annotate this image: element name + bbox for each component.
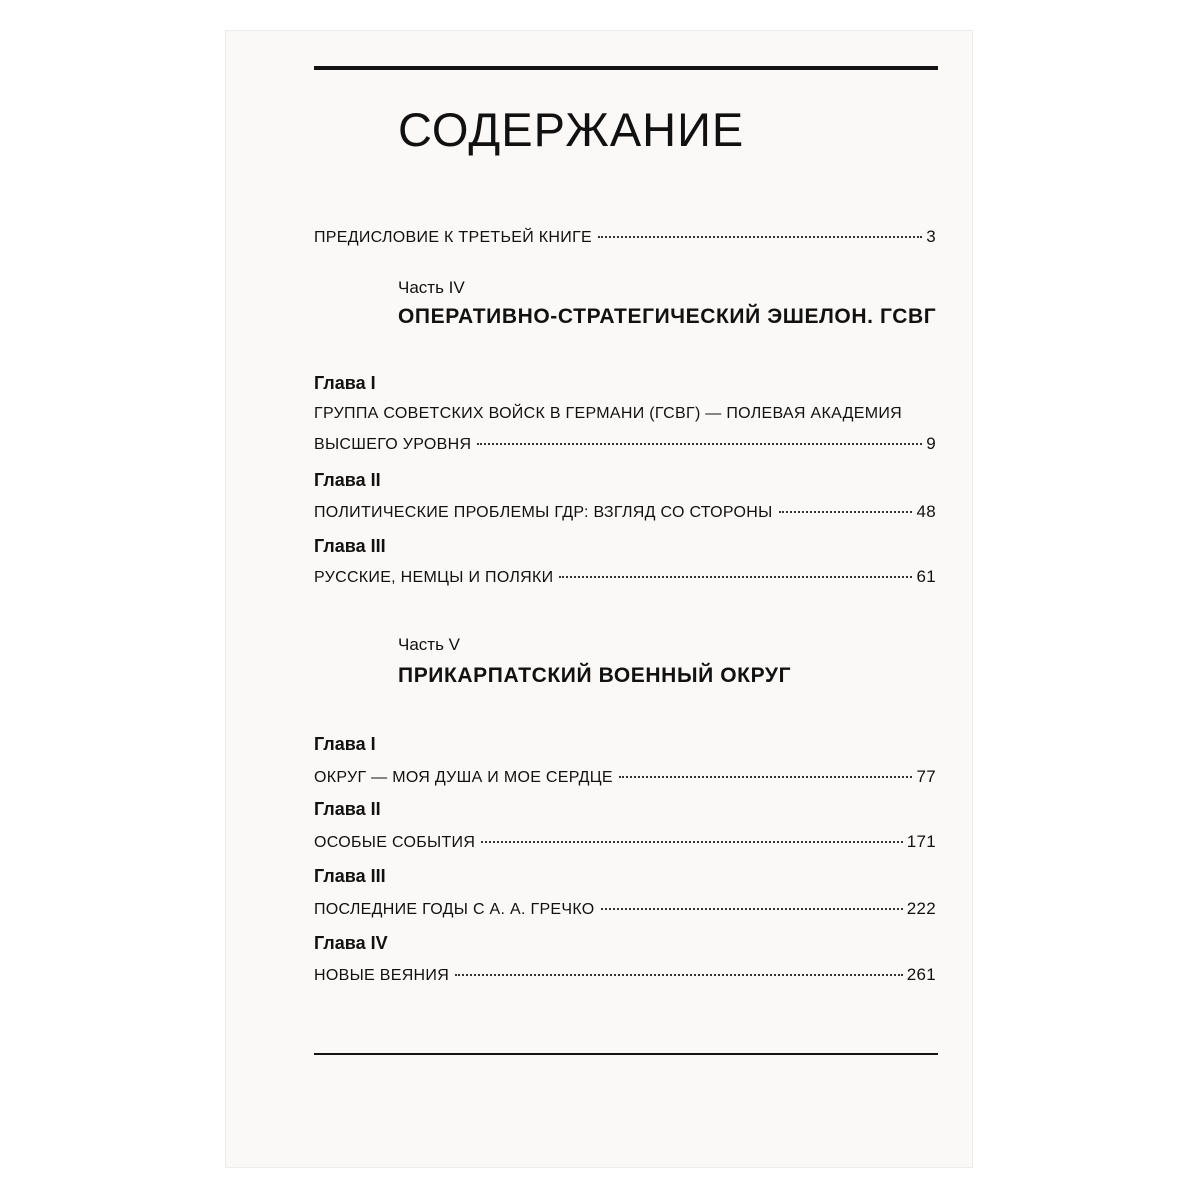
book-page	[225, 30, 973, 1168]
chapter-label: Глава I	[314, 373, 376, 393]
chapter-label: Глава III	[314, 536, 386, 556]
toc-page-number: 77	[916, 767, 936, 786]
dot-leader	[619, 776, 913, 778]
toc-page-number: 48	[916, 502, 936, 521]
toc-entry-chapter[interactable]	[314, 964, 936, 987]
toc-entry-text-line: ГРУППА СОВЕТСКИХ ВОЙСК В ГЕРМАНИ (ГСВГ) — ПОЛЕВАЯ АКАДЕМИЯ	[314, 405, 902, 422]
dot-leader	[601, 908, 903, 910]
part-title: ОПЕРАТИВНО-СТРАТЕГИЧЕСКИЙ ЭШЕЛОН. ГСВГ	[398, 305, 937, 328]
dot-leader	[481, 841, 903, 843]
toc-page-number: 3	[926, 227, 936, 246]
toc-page-number: 171	[906, 832, 936, 851]
toc-entry-preface[interactable]	[314, 226, 936, 249]
chapter-label: Глава III	[314, 866, 386, 886]
toc-entry-chapter[interactable]	[314, 433, 936, 456]
toc-entry-text: РУССКИЕ, НЕМЦЫ И ПОЛЯКИ	[314, 569, 554, 586]
dot-leader	[598, 236, 922, 238]
chapter-label: Глава II	[314, 799, 381, 819]
dot-leader	[477, 443, 922, 445]
page-title: СОДЕРЖАНИЕ	[398, 103, 745, 156]
bottom-rule	[314, 1053, 938, 1055]
dot-leader	[455, 974, 903, 976]
chapter-label: Глава I	[314, 734, 376, 754]
toc-entry-text: НОВЫЕ ВЕЯНИЯ	[314, 967, 450, 984]
toc-page-number: 61	[916, 567, 936, 586]
toc-page-number: 9	[926, 434, 936, 453]
dot-leader	[779, 511, 913, 513]
toc-entry-text: ПРЕДИСЛОВИЕ К ТРЕТЬЕЙ КНИГЕ	[314, 229, 593, 246]
chapter-label: Глава IV	[314, 933, 388, 953]
part-label: Часть IV	[398, 278, 465, 297]
toc-entry-chapter[interactable]	[314, 501, 936, 524]
toc-entry-text: ОСОБЫЕ СОБЫТИЯ	[314, 834, 476, 851]
toc-entry-text: ПОЛИТИЧЕСКИЕ ПРОБЛЕМЫ ГДР: ВЗГЛЯД СО СТОРОНЫ	[314, 504, 773, 521]
toc-entry-chapter[interactable]	[314, 766, 936, 789]
toc-entry-text: ОКРУГ — МОЯ ДУША И МОЕ СЕРДЦЕ	[314, 769, 613, 786]
toc-page-number: 222	[906, 899, 936, 918]
dot-leader	[559, 576, 912, 578]
toc-entry-chapter[interactable]	[314, 831, 936, 854]
toc-entry-text: ВЫСШЕГО УРОВНЯ	[314, 436, 472, 453]
part-label: Часть V	[398, 635, 460, 654]
top-rule	[314, 66, 938, 70]
toc-page-number: 261	[906, 965, 936, 984]
part-title: ПРИКАРПАТСКИЙ ВОЕННЫЙ ОКРУГ	[398, 664, 792, 687]
chapter-label: Глава II	[314, 470, 381, 490]
toc-entry-text: ПОСЛЕДНИЕ ГОДЫ С А. А. ГРЕЧКО	[314, 901, 595, 918]
toc-entry-chapter[interactable]	[314, 566, 936, 589]
toc-entry-chapter[interactable]	[314, 898, 936, 921]
